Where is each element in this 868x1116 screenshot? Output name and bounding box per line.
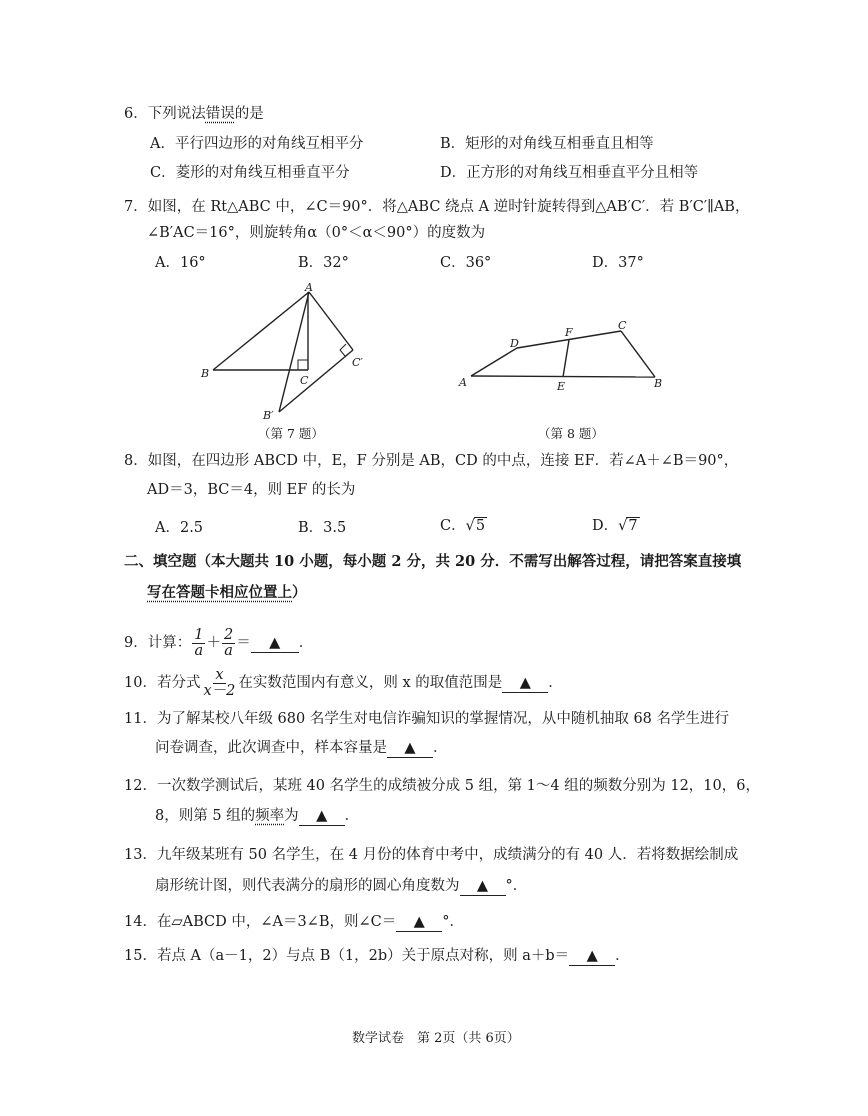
- q8-option-a[interactable]: A．2.5: [155, 520, 204, 536]
- q9-answer-blank[interactable]: ▲: [251, 634, 299, 653]
- fig8-segment-cb: [621, 331, 655, 377]
- q9: 9．计算： $\frac{1}{a}$ ＋ $\frac{2}{a}$ ＝ ▲ ．: [124, 626, 314, 659]
- q12-answer-blank[interactable]: ▲: [299, 807, 345, 826]
- section2-title-line2: 写在答题卡相应位置上）: [147, 584, 307, 601]
- fig8-label-c: C: [618, 319, 627, 332]
- fig7-label-b: B: [201, 367, 210, 380]
- q7-stem-line1: 7．如图，在 Rt△ABC 中，∠C＝90°．将△ABC 绕点 A 逆时针旋转得到△AB′C′．若 B′C′∥AB，: [124, 199, 750, 215]
- fig8-label-a: A: [459, 376, 467, 389]
- q13-line1: 13．九年级某班有 50 名学生，在 4 月份的体育中考中，成绩满分的有 40 人．若将数据绘制成: [124, 847, 739, 863]
- section2-title: 二、填空题（本大题共 10 小题，每小题 2 分，共 20 分．不需写出解答过程，请把答案直接填: [124, 553, 742, 570]
- q7-option-d[interactable]: D．37°: [592, 255, 644, 271]
- q12-line2: 8，则第 5 组的频率为 ▲ ．: [155, 808, 360, 824]
- q10: 10．若分式 $\frac{x}{x-2}$ 在实数范围内有意义，则 x 的取值范围是 ▲ ．: [124, 666, 563, 699]
- fig7-segment-ab1: [279, 292, 309, 412]
- fig7-segment-ac1: [309, 292, 353, 350]
- q6-stem: 6．下列说法错误的是: [124, 106, 264, 122]
- q7-stem-line2: ∠B′AC＝16°，则旋转角α（0°＜α＜90°）的度数为: [147, 225, 486, 241]
- q10-answer-blank[interactable]: ▲: [502, 674, 548, 693]
- fig7-label-c: C: [300, 374, 309, 387]
- q6-option-d[interactable]: D．正方形的对角线互相垂直平分且相等: [440, 165, 699, 181]
- q8-option-d[interactable]: D．√7: [592, 518, 638, 534]
- q8-option-b[interactable]: B．3.5: [298, 520, 347, 536]
- q14: 14．在▱ABCD 中，∠A＝3∠B，则∠C＝ ▲ °．: [124, 914, 464, 930]
- fig8-segment-ad: [471, 348, 517, 376]
- q8-option-c[interactable]: C．√5: [440, 518, 486, 534]
- q8-stem-line1: 8．如图，在四边形 ABCD 中，E，F 分别是 AB，CD 的中点，连接 EF．若∠A＋∠B＝90°，: [124, 453, 739, 469]
- fig7-label-a: A: [305, 281, 313, 294]
- fig7-caption: （第 7 题）: [258, 426, 324, 441]
- q8-stem-line2: AD＝3，BC＝4，则 EF 的长为: [147, 482, 356, 498]
- fig8-label-b: B: [654, 377, 663, 390]
- q6-option-a[interactable]: A．平行四边形的对角线互相平分: [150, 136, 364, 152]
- fig8-caption: （第 8 题）: [538, 426, 604, 441]
- q7-option-b[interactable]: B．32°: [298, 255, 349, 271]
- q12-line1: 12．一次数学测试后，某班 40 名学生的成绩被分成 5 组，第 1～4 组的频数分别为 12，10，6，: [124, 778, 760, 794]
- q15-answer-blank[interactable]: ▲: [569, 947, 615, 966]
- q15: 15．若点 A（a－1，2）与点 B（1，2b）关于原点对称，则 a＋b＝ ▲ ．: [124, 948, 630, 964]
- q7-option-a[interactable]: A．16°: [155, 255, 206, 271]
- q11-line2: 问卷调查，此次调查中，样本容量是 ▲ ．: [155, 740, 448, 756]
- q11-answer-blank[interactable]: ▲: [387, 739, 433, 758]
- fig7-label-b1: B′: [263, 409, 274, 422]
- figure-8: [455, 315, 670, 395]
- fig8-label-e: E: [557, 380, 566, 393]
- page-footer: 数学试卷 第 2页（共 6页）: [352, 1031, 520, 1046]
- q13-line2: 扇形统计图，则代表满分的扇形的圆心角度数为 ▲ °．: [155, 878, 528, 894]
- fig8-segment-ef: [563, 340, 569, 377]
- q14-answer-blank[interactable]: ▲: [396, 913, 442, 932]
- fig7-label-c1: C′: [352, 356, 363, 369]
- q7-option-c[interactable]: C．36°: [440, 255, 492, 271]
- figure-7: [195, 280, 375, 440]
- q6-option-b[interactable]: B．矩形的对角线互相垂直且相等: [440, 136, 654, 152]
- q6-option-c[interactable]: C．菱形的对角线互相垂直平分: [150, 165, 350, 181]
- fig8-label-d: D: [510, 337, 519, 350]
- fig7-segment-b1c1: [279, 350, 353, 412]
- q11-line1: 11．为了解某校八年级 680 名学生对电信诈骗知识的掌握情况，从中随机抽取 68 名学生进行: [124, 711, 730, 727]
- fig8-label-f: F: [565, 326, 573, 339]
- fig7-segment-ab: [213, 292, 309, 370]
- q13-answer-blank[interactable]: ▲: [460, 877, 506, 896]
